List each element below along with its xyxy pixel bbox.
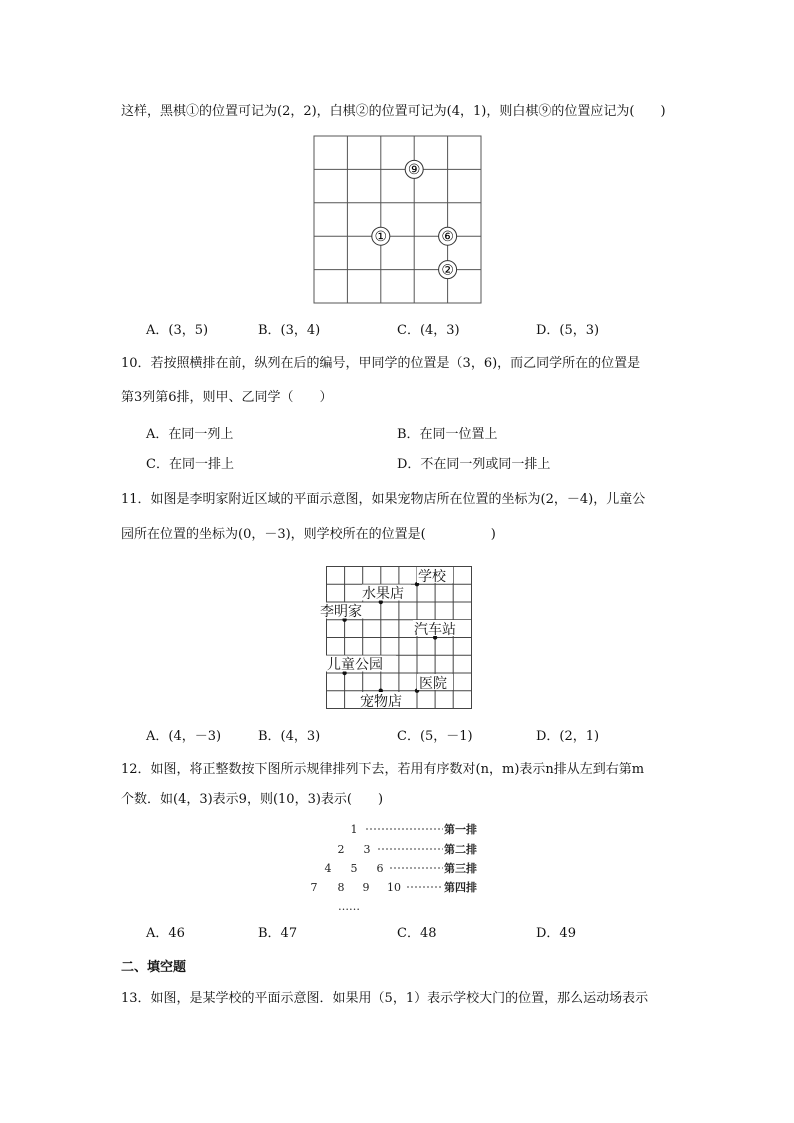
ellipsis: ……: [338, 900, 360, 913]
q11-option-d: D．(2，1): [536, 729, 600, 744]
row4-num-1: 7: [310, 881, 318, 894]
q12-stem-line1: 12．如图，将正整数按下图所示规律排列下去，若用有序数对(n，m)表示n排从左到右第m: [121, 762, 645, 777]
q11-area-map: [320, 564, 476, 714]
q12-option-a: A．46: [146, 926, 185, 941]
row2-num-2: 3: [363, 843, 371, 856]
q11-option-b: B．(4，3): [258, 729, 321, 744]
row1-num-1: 1: [350, 823, 358, 836]
piece-6: [439, 227, 457, 245]
piece-9: [405, 160, 423, 178]
q12-option-d: D．49: [536, 926, 576, 941]
section-title: 二、填空题: [121, 960, 187, 975]
row3-num-2: 5: [350, 862, 358, 875]
q9-go-board: [312, 134, 484, 306]
svg-text:②: ②: [441, 262, 454, 279]
row2-num-1: 2: [337, 843, 345, 856]
q9-stem: 这样，黑棋①的位置可记为(2，2)，白棋②的位置可记为(4，1)，则白棋⑨的位置应记为( ): [121, 104, 666, 119]
row3-num-1: 4: [324, 862, 332, 875]
bus-station-label: 汽车站: [414, 622, 456, 638]
row3-num-3: 6: [376, 862, 384, 875]
q12-option-b: B．47: [258, 926, 298, 941]
q10-option-d: D．不在同一列或同一排上: [397, 457, 551, 472]
q10-option-b: B．在同一位置上: [397, 427, 498, 442]
park-label: 儿童公园: [327, 657, 383, 673]
q11-option-a: A．(4，－3): [146, 729, 222, 744]
row4-label: 第四排: [444, 881, 477, 894]
q12-stem-line2: 个数．如(4，3)表示9，则(10，3)表示( ): [121, 792, 384, 807]
q9-option-b: B．(3，4): [258, 323, 321, 338]
q9-option-a: A．(3，5): [146, 323, 209, 338]
q11-option-c: C．(5，－1): [397, 729, 473, 744]
q9-option-c: C．(4，3): [397, 323, 460, 338]
school-label: 学校: [418, 569, 446, 585]
q13-stem-line1: 13．如图，是某学校的平面示意图．如果用（5，1）表示学校大门的位置，那么运动场表示: [121, 991, 649, 1006]
q9-option-d: D．(5，3): [536, 323, 600, 338]
row1-label: 第一排: [444, 823, 477, 836]
fruit-shop-label: 水果店: [362, 586, 404, 602]
q10-stem-line1: 10．若按照横排在前，纵列在后的编号，甲同学的位置是（3，6)，而乙同学所在的位置是: [121, 356, 641, 371]
row4-num-2: 8: [337, 881, 345, 894]
row3-label: 第三排: [444, 862, 477, 875]
home-label: 李明家: [320, 604, 362, 620]
row2-label: 第二排: [444, 843, 477, 856]
row4-num-3: 9: [362, 881, 370, 894]
q12-number-triangle: [300, 818, 500, 918]
svg-text:⑥: ⑥: [441, 229, 454, 245]
hospital-label: 医院: [419, 676, 447, 692]
piece-1: [372, 227, 390, 245]
q11-stem-line1: 11．如图是李明家附近区域的平面示意图，如果宠物店所在位置的坐标为(2，－4)，儿童公: [121, 492, 646, 507]
row4-num-4: 10: [387, 881, 401, 894]
q12-option-c: C．48: [397, 926, 437, 941]
piece-2: [439, 261, 457, 279]
q10-option-a: A．在同一列上: [146, 427, 234, 442]
svg-text:⑨: ⑨: [407, 162, 421, 178]
q11-stem-line2: 园所在位置的坐标为(0，－3)，则学校所在的位置是( ): [121, 527, 496, 542]
pet-shop-label: 宠物店: [360, 694, 402, 710]
q10-stem-line2: 第3列第6排，则甲、乙同学（ ）: [121, 390, 333, 405]
q10-option-c: C．在同一排上: [146, 457, 234, 472]
svg-text:①: ①: [374, 229, 388, 245]
